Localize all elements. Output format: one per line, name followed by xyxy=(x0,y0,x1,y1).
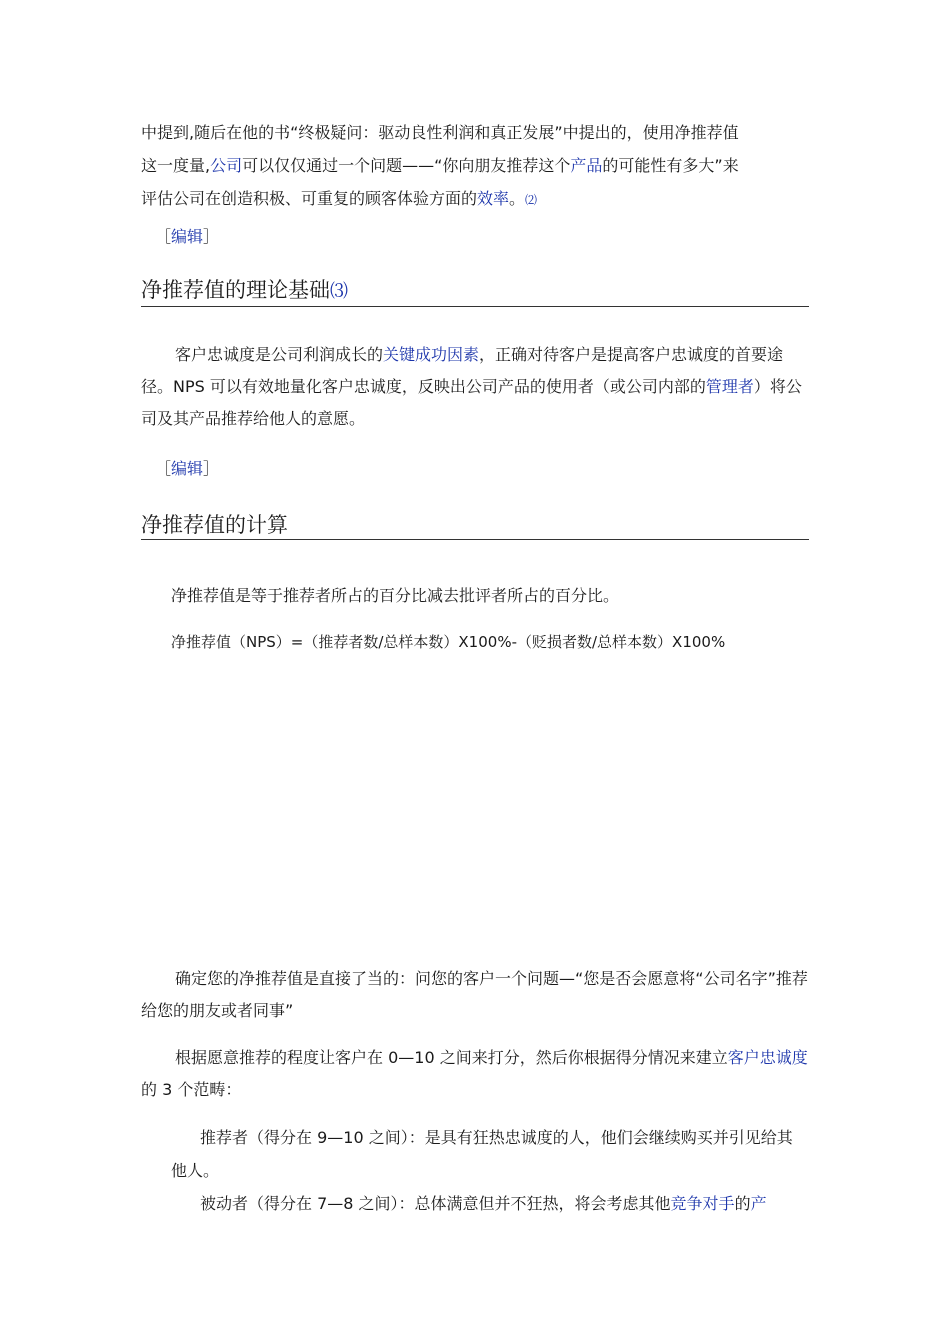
edit-button-2[interactable]: 编辑 xyxy=(171,459,204,478)
theory-paragraph: 客户忠诚度是公司利润成长的关键成功因素，正确对待客户是提高客户忠诚度的首要途径。NPS 可以有效地量化客户忠诚度，反映出公司产品的使用者（或公司内部的管理者）将公司及其产品推荐给他人的意愿。 xyxy=(141,345,802,428)
link-customer-loyalty[interactable]: 客户忠诚度 xyxy=(727,1048,808,1067)
intro-line-1: 中提到,随后在他的书“终极疑问：驱动良性利润和真正发展”中提出的，使用净推荐值 xyxy=(141,123,739,142)
intro-line-2: 这一度量,公司可以仅仅通过一个问题——“你向朋友推荐这个产品的可能性有多大”来 xyxy=(141,156,739,175)
link-key-success-factor[interactable]: 关键成功因素 xyxy=(383,345,480,364)
footnote-ref-2[interactable]: ⑵ xyxy=(525,193,538,207)
edit-section-link: ［编辑］ xyxy=(155,227,220,246)
calculation-description: 净推荐值是等于推荐者所占的百分比减去批评者所占的百分比。 xyxy=(171,586,620,605)
category-promoters: 推荐者（得分在 9—10 之间）：是具有狂热忠诚度的人，他们会继续购买并引见给其他人。 xyxy=(171,1128,793,1180)
link-manager[interactable]: 管理者 xyxy=(705,377,754,396)
category-passives: 被动者（得分在 7—8 之间）：总体满意但并不狂热，将会考虑其他竞争对手的产 xyxy=(200,1194,767,1213)
link-competitors[interactable]: 竞争对手 xyxy=(670,1194,735,1213)
intro-paragraph xyxy=(141,116,809,217)
footnote-ref-3[interactable]: ⑶ xyxy=(330,281,348,302)
section-heading-calculation: 净推荐值的计算 xyxy=(141,511,809,540)
edit-section-link-2: ［编辑］ xyxy=(155,459,220,478)
link-product[interactable]: 产品 xyxy=(570,156,603,175)
determine-nps-paragraph: 确定您的净推荐值是直接了当的：问您的客户一个问题—“您是否会愿意将“公司名字”推荐给您的朋友或者同事” xyxy=(141,969,808,1020)
rating-paragraph: 根据愿意推荐的程度让客户在 0—10 之间来打分，然后你根据得分情况来建立客户忠诚度的 3 个范畴： xyxy=(141,1048,808,1099)
link-efficiency[interactable]: 效率 xyxy=(477,189,510,208)
link-company[interactable]: 公司 xyxy=(210,156,243,175)
edit-button[interactable]: 编辑 xyxy=(171,227,204,246)
nps-formula: 净推荐值（NPS）=（推荐者数/总样本数）X100%-（贬损者数/总样本数）X100% xyxy=(171,633,726,651)
intro-line-3: 评估公司在创造积极、可重复的顾客体验方面的效率。⑵ xyxy=(141,189,538,208)
link-product-2[interactable]: 产 xyxy=(750,1194,767,1213)
section-heading-theory: 净推荐值的理论基础⑶ xyxy=(141,276,809,307)
